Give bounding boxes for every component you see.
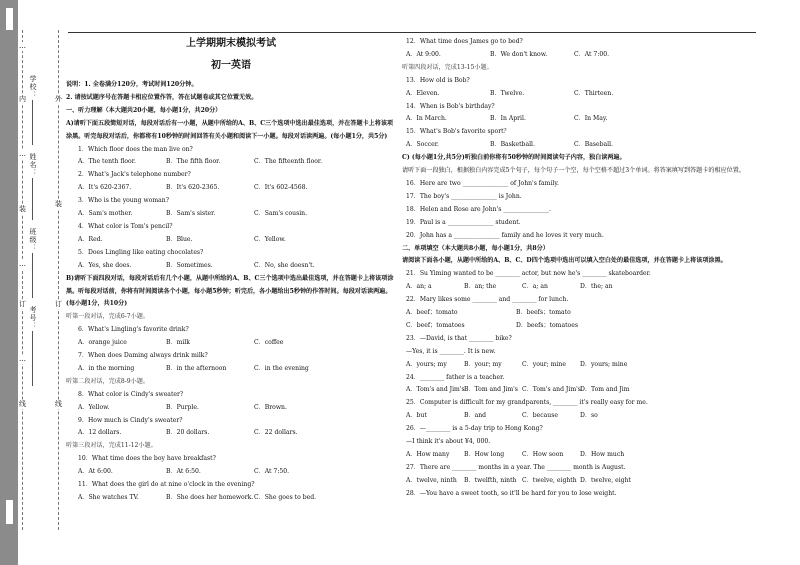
answer-option: A．At 6:00. (78, 468, 113, 476)
answer-option: B．milk (166, 339, 190, 347)
answer-option: A．Yellow. (78, 403, 110, 411)
answer-option: B．beefs；tomato (516, 309, 571, 317)
name-field-label: 姓名： (29, 153, 37, 177)
question-stem: 24．________ father is a teacher. (406, 373, 505, 381)
answer-option: C．In May. (574, 115, 608, 123)
answer-option: C．The fifteenth floor. (254, 158, 323, 166)
answer-option: A．but (406, 412, 427, 420)
answer-option: B．Sam's sister. (166, 210, 216, 218)
binding-outer-mark: 外 (55, 95, 62, 103)
right-column (402, 36, 757, 501)
answer-option: C．Yellow. (254, 235, 286, 243)
answer-option: A．The tenth floor. (78, 158, 136, 166)
answer-options (402, 410, 757, 423)
instruction-text: 听第一段对话，完成6-7小题。 (66, 313, 149, 321)
answer-option: C．because (522, 412, 558, 420)
answer-option: A．12 dollars. (78, 429, 122, 437)
question-stem: 18．Helen and Rose are John's _______________. (406, 205, 551, 213)
answer-option: B．your; my (464, 360, 502, 368)
school-field-label: 学校： (29, 75, 37, 99)
answer-options (402, 307, 757, 320)
question-stem: 12．What time does James go to bed? (406, 38, 523, 45)
instruction-text: 请听下面一段独白，根据独白内容完成5个句子，每个句子一个空，每个空格不超过3个单词。将答案填写到答题卡的相应位置。 (402, 167, 745, 175)
question-stem: 7．When does Daming always drink milk? (78, 352, 208, 360)
answer-option: C．She goes to bed. (254, 494, 317, 501)
answer-option: C．beef；tomatoes (406, 321, 465, 329)
question-stem: 27．There are ________ months in a year. The ________ month is August. (406, 463, 626, 471)
exam-number-field-label: 考号： (29, 306, 37, 330)
instruction-text: 说明：1. 全卷满分120分，考试时间120分钟。 (66, 81, 198, 88)
answer-option: A．In March. (406, 115, 447, 123)
question-stem: 9．How much is Cindy's sweater? (78, 416, 183, 424)
answer-option: B．We don't know. (490, 50, 548, 58)
question-stem: 5．Does Lingling like eating chocolates? (78, 248, 204, 256)
binding-outer-mark: 线 (55, 400, 62, 408)
answer-option: C．At 7:00. (574, 50, 610, 58)
answer-option: A．At 9:00. (406, 50, 441, 58)
instruction-text: B)请听下面四段对话，每段对话后有几个小题，从题中所给的A、B、C三个选项中选出最佳选项，并在答题卡上将该项涂黑。听每段对话前，你将有时间阅读各个小题，每小题5秒钟；听完后，各小题给出5秒钟的作答时间。每段对话读两遍。(每小题1分，共10分) (66, 274, 394, 308)
answer-option: B．twelfth, ninth (464, 476, 517, 484)
answer-option: C．It's 602-4568. (254, 184, 308, 192)
outer-cut-line (58, 30, 59, 530)
answer-options (66, 427, 396, 440)
answer-option: A．Red. (78, 235, 103, 243)
answer-options (66, 182, 396, 195)
question-stem: 23．—David, is that ________ bike? (406, 334, 512, 342)
answer-options (402, 49, 757, 62)
question-stem: 11．What does the girl do at nine o'clock in the evening? (78, 481, 255, 489)
question-stem: 28．—You have a sweet tooth, so it'll be hard for you to lose weight. (406, 489, 617, 497)
answer-options (66, 466, 396, 479)
binding-mark: … (19, 260, 26, 268)
answer-option: A．It's 620-2367. (78, 184, 132, 192)
header-rule (68, 32, 756, 33)
answer-options (66, 337, 396, 350)
question-stem: 15．What's Bob's favorite sport？ (406, 128, 510, 136)
question-stem: 1．Which floor does the man live on? (78, 145, 193, 153)
answer-option: C．How soon (522, 451, 564, 458)
question-stem: 20．John has a _______________ family and he loves it very much. (406, 231, 604, 239)
question-stem: —Yes, it is ________. It is new. (406, 347, 496, 355)
answer-option: C．Sam's cousin. (254, 210, 308, 218)
answer-option: A．Tom's and Jim's (406, 386, 465, 394)
instruction-text: 听第三段对话，完成11-12小题。 (66, 442, 157, 450)
answer-option: B．In April. (490, 115, 526, 123)
answer-options (402, 449, 757, 462)
answer-option: C．your; mine (522, 360, 566, 368)
answer-option: C．a; an (522, 283, 548, 291)
answer-option: B．Purple. (166, 403, 199, 411)
answer-option: D．beefs；tomatoes (516, 321, 578, 329)
answer-option: C．22 dollars. (254, 429, 298, 437)
question-stem: 26．—________ is a 5-day trip to Hong Kong? (406, 425, 543, 433)
answer-option: C．Tom's and Jim's (522, 386, 581, 394)
left-column (66, 36, 396, 505)
answer-option: A．She watches TV. (78, 494, 139, 501)
binding-mark: 线 (19, 400, 26, 408)
question-stem: 16．Here are two _______________ of John's family. (406, 179, 559, 187)
strip-notch-top (6, 8, 13, 30)
answer-option: B．and (464, 412, 487, 420)
answer-options (402, 281, 757, 294)
answer-option: C．At 7:50. (254, 468, 290, 476)
binding-mark: … (19, 355, 26, 363)
instruction-text: C) (每小题1分,共5分)听独白前你将有50秒钟的时间阅读句子内容，独白读两遍。 (402, 154, 626, 162)
answer-option: B．20 dollars. (166, 429, 210, 437)
instruction-text: 二、单项填空（本大题共8小题，每小题1分，共8分） (402, 244, 549, 252)
right-column-body (402, 36, 757, 501)
answer-option: B．How long (464, 451, 505, 458)
instruction-text: 听第二段对话，完成8-9小题。 (66, 377, 149, 385)
binding-mark: … (19, 42, 26, 50)
binding-strip (0, 0, 18, 565)
answer-option: C．twelve, eighth (522, 476, 577, 484)
question-stem: 3．Who is the young woman? (78, 197, 169, 205)
question-stem: 13．How old is Bob? (406, 76, 470, 84)
question-stem: 8．What color is Cindy's sweater? (78, 390, 184, 398)
name-field-line (32, 178, 33, 220)
answer-options (402, 359, 757, 372)
instruction-text: A)请听下面五段简短对话，每段对话后有一小题，从题中所给的A、B、C三个选项中选出最佳选项，并在答题卡上将该项涂黑。听完每段对话后，你都将有10秒钟的时间回答有关小题和阅读下一小题。每段对话读两遍。(每小题1分，共5分) (66, 119, 394, 140)
answer-option: B．Twelve. (490, 89, 525, 97)
exam-title: 上学期期末模拟考试 (186, 38, 276, 49)
answer-option: D．yours; mine (580, 360, 628, 368)
inner-cut-line (22, 30, 23, 530)
binding-outer-mark: 装 (55, 200, 62, 208)
answer-option: D．Tom and Jim (580, 386, 630, 394)
answer-option: A．an; a (406, 283, 432, 291)
binding-mark: 内 (19, 95, 26, 103)
question-stem: 6．What's Lingling's favorite drink? (78, 326, 189, 334)
answer-option: A．Eleven. (406, 89, 440, 97)
binding-mark: 装 (19, 205, 26, 213)
answer-option: C．in the evening (254, 364, 309, 372)
answer-option: B．It's 620-2365. (166, 184, 220, 192)
left-column-body (66, 79, 396, 505)
binding-mark: … (19, 150, 26, 158)
question-stem: 19．Paul is a _______________ student. (406, 218, 521, 226)
answer-options (66, 363, 396, 376)
binding-margin (18, 0, 66, 565)
question-stem: 17．The boy's _______________ is John. (406, 192, 522, 200)
question-stem: 21．Su Yiming wanted to be ________ actor, but now he's ________ skateboarder. (406, 270, 651, 278)
answer-option: B．Sometimes. (166, 261, 213, 269)
answer-options (66, 260, 396, 273)
exam-number-field-line (32, 331, 33, 386)
answer-option: C．Brown. (254, 403, 287, 411)
answer-option: B．Tom and Jim's (464, 386, 518, 394)
answer-option: B．Basketball. (490, 141, 535, 149)
answer-option: A．in the morning (78, 364, 135, 372)
answer-option: A．orange juice (78, 339, 127, 347)
answer-option: A．Yes, she does. (78, 261, 132, 269)
strip-notch-bottom (6, 500, 13, 524)
instruction-text: 2. 请按试题序号在答题卡相应位置作答，答在试题卷或其它位置无效。 (66, 93, 258, 101)
answer-option: D．the; an (580, 283, 613, 291)
answer-options (402, 139, 757, 152)
answer-option: D．so (580, 412, 598, 420)
question-stem: 4．What color is Tom's pencil? (78, 222, 173, 230)
answer-option: B．Blue. (166, 235, 193, 243)
answer-option: C．coffee (254, 339, 284, 347)
question-stem: —I think it's about ¥4, 000. (406, 438, 491, 446)
answer-option: D．How much (580, 451, 625, 458)
question-stem: 25．Computer is difficult for my grandparents, ________ it's really easy for me. (406, 399, 648, 407)
exam-subtitle: 初一英语 (211, 60, 251, 71)
answer-options (66, 234, 396, 247)
answer-options (66, 402, 396, 415)
binding-outer-mark: 订 (55, 300, 62, 308)
answer-option: B．an; the (464, 283, 497, 291)
answer-option: A．How many (406, 451, 450, 458)
answer-options (66, 208, 396, 221)
answer-option: A．Soccer. (406, 141, 439, 149)
school-field-line (32, 100, 33, 145)
answer-option: C．No, she doesn't. (254, 261, 315, 269)
instruction-text: 听第四段对话，完成13-15小题。 (402, 63, 493, 71)
answer-option: A．beef；tomato (406, 309, 458, 317)
answer-option: B．She does her homework. (166, 494, 254, 501)
answer-option: A．Sam's mother. (78, 210, 133, 218)
binding-mark: 订 (19, 300, 26, 308)
question-stem: 22．Mary likes some ________ and ________ for lunch. (406, 296, 569, 304)
instruction-text: 一、听力理解（本大题共20小题，每小题1分，共20分） (66, 106, 222, 114)
answer-option: C．Baseball. (574, 141, 613, 149)
class-field-line (32, 253, 33, 298)
answer-option: D．twelve, eight (580, 476, 631, 484)
instruction-text: 请阅读下面各小题，从题中所给的A、B、C、D四个选项中选出可以填入空白处的最佳选项，并在答题卡上将该项涂黑。 (402, 257, 727, 265)
answer-option: B．The fifth floor. (166, 158, 221, 166)
class-field-label: 班级： (29, 228, 37, 252)
answer-option: B．in the afternoon (166, 364, 227, 372)
answer-options (66, 156, 396, 169)
answer-options (402, 113, 757, 126)
answer-option: B．At 6:50. (166, 468, 201, 476)
answer-options (402, 384, 757, 397)
answer-option: A．yours; my (406, 360, 447, 368)
answer-options (402, 88, 757, 101)
question-stem: 2．What's Jack's telephone number? (78, 171, 191, 179)
answer-option: C．Thirteen. (574, 89, 614, 97)
answer-options (402, 320, 757, 333)
question-stem: 10．What time does the boy have breakfast? (78, 455, 216, 463)
answer-options (66, 492, 396, 505)
answer-options (402, 475, 757, 488)
question-stem: 14．When is Bob's birthday? (406, 102, 495, 110)
answer-option: A．twelve, ninth (406, 476, 457, 484)
